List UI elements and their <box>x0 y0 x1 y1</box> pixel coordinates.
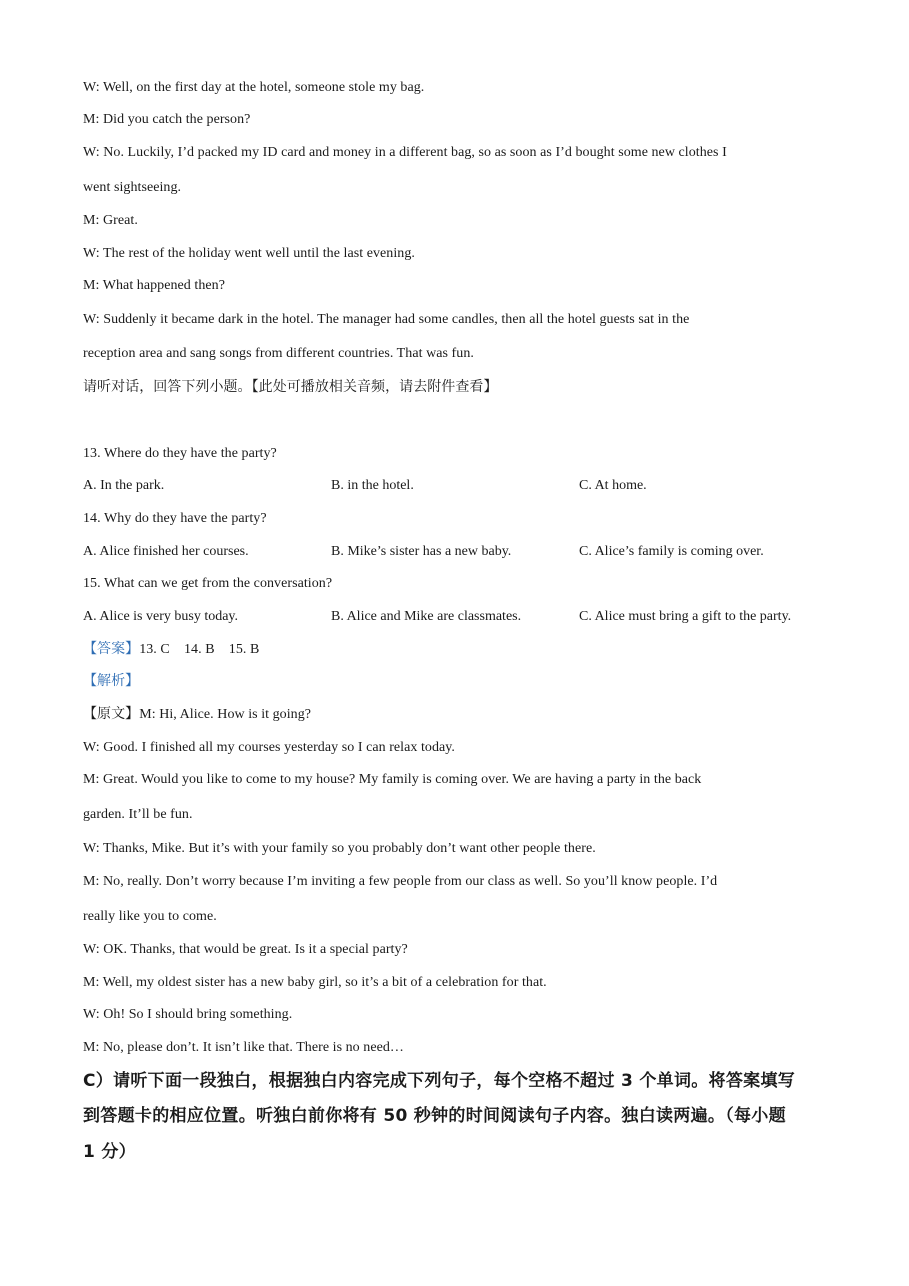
option-c: C. Alice must bring a gift to the party. <box>579 609 792 624</box>
dialogue-line: garden. It’ll be fun. <box>83 807 193 822</box>
dialogue-line: W: The rest of the holiday went well until the last evening. <box>83 246 415 261</box>
dialogue-line: M: Well, my oldest sister has a new baby girl, so it’s a bit of a celebration for that. <box>83 975 547 990</box>
answer-line <box>83 640 259 659</box>
dialogue-line: W: Oh! So I should bring something. <box>83 1007 293 1022</box>
listening-instruction: 请听对话，回答下列小题。【此处可播放相关音频，请去附件查看】 <box>83 379 498 395</box>
option-c: C. Alice’s family is coming over. <box>579 544 764 559</box>
original-first-line: M: Hi, Alice. How is it going? <box>139 707 312 722</box>
analysis-tag: 【解析】 <box>83 673 140 689</box>
dialogue-line: M: No, please don’t. It isn’t like that. There is no need… <box>83 1040 404 1055</box>
dialogue-line: M: Great. <box>83 213 138 228</box>
option-b: B. in the hotel. <box>331 478 414 493</box>
dialogue-line: W: Thanks, Mike. But it’s with your family so you probably don’t want other people there. <box>83 841 596 856</box>
dialogue-line: really like you to come. <box>83 909 217 924</box>
dialogue-line: W: No. Luckily, I’d packed my ID card and money in a different bag, so as soon as I’d bought some new clothes I <box>83 145 727 160</box>
question-stem: 15. What can we get from the conversation? <box>83 576 333 591</box>
option-b: B. Alice and Mike are classmates. <box>331 609 522 624</box>
section-c-heading-line: 1 分） <box>83 1142 136 1162</box>
dialogue-line: M: What happened then? <box>83 278 225 293</box>
dialogue-line: reception area and sang songs from different countries. That was fun. <box>83 346 474 361</box>
dialogue-line: W: Good. I finished all my courses yesterday so I can relax today. <box>83 740 455 755</box>
option-a: A. In the park. <box>83 478 165 493</box>
question-stem: 13. Where do they have the party? <box>83 446 277 461</box>
dialogue-line: W: Well, on the first day at the hotel, someone stole my bag. <box>83 80 425 95</box>
dialogue-line: W: OK. Thanks, that would be great. Is it a special party? <box>83 942 408 957</box>
section-c-heading-line: C）请听下面一段独白，根据独白内容完成下列句子，每个空格不超过 3 个单词。将答案填写 <box>83 1071 796 1091</box>
question-stem: 14. Why do they have the party? <box>83 511 267 526</box>
original-line <box>83 705 311 724</box>
dialogue-line: W: Suddenly it became dark in the hotel. The manager had some candles, then all the hotel guests sat in the <box>83 312 690 327</box>
option-b: B. Mike’s sister has a new baby. <box>331 544 512 559</box>
dialogue-line: M: Did you catch the person? <box>83 112 251 127</box>
dialogue-line: M: No, really. Don’t worry because I’m inviting a few people from our class as well. So you’ll know people. I’d <box>83 874 718 889</box>
option-c: C. At home. <box>579 478 647 493</box>
option-a: A. Alice is very busy today. <box>83 609 239 624</box>
answer-tag: 【答案】 <box>83 641 140 657</box>
dialogue-line: went sightseeing. <box>83 180 182 195</box>
dialogue-line: M: Great. Would you like to come to my house? My family is coming over. We are having a party in the back <box>83 772 702 787</box>
option-a: A. Alice finished her courses. <box>83 544 249 559</box>
original-tag: 【原文】 <box>83 706 140 722</box>
section-c-heading-line: 到答题卡的相应位置。听独白前你将有 50 秒钟的时间阅读句子内容。独白读两遍。（每小题 <box>83 1106 786 1126</box>
answer-text: 13. C 14. B 15. B <box>139 642 260 657</box>
